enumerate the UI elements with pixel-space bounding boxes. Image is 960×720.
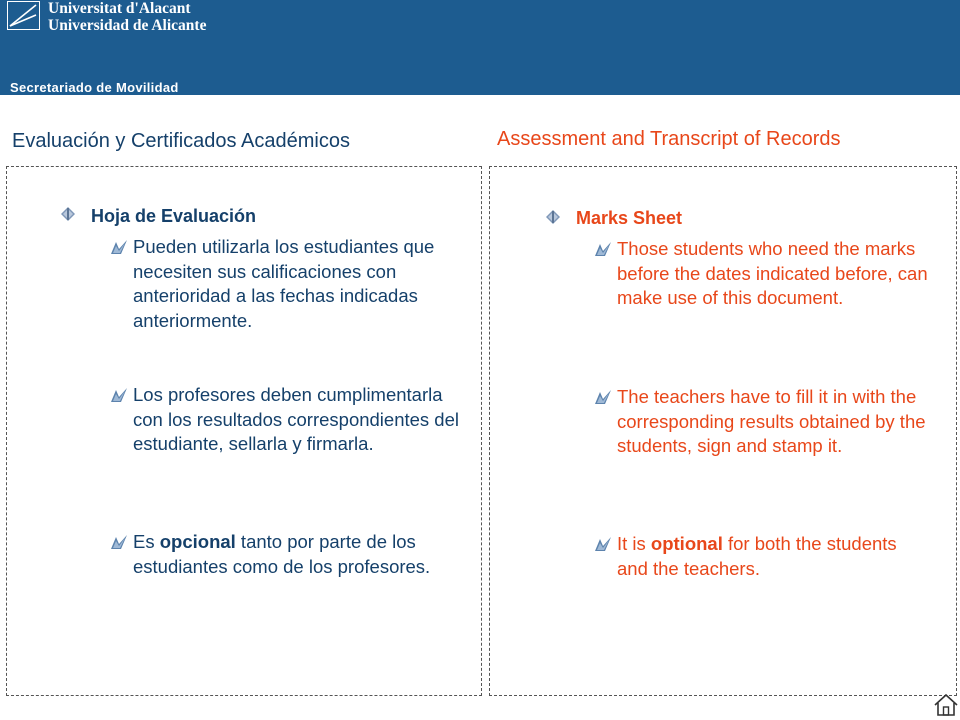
home-icon[interactable]	[933, 693, 959, 717]
spanish-point-1: Pueden utilizarla los estudiantes que necesiten sus calificaciones con anterioridad a las fechas indicadas anteriormente.	[133, 236, 435, 331]
arrow-bullet-icon	[111, 388, 128, 402]
spanish-point-3-emphasis: opcional	[159, 531, 236, 552]
spanish-point-2: Los profesores deben cumplimentarla con los resultados correspondientes del estudiante, sellarla y firmarla.	[133, 384, 459, 454]
university-logo	[7, 1, 40, 30]
arrow-bullet-icon	[595, 537, 612, 551]
university-name-valencian: Universitat d'Alacant	[48, 0, 191, 17]
logo-mark-icon	[8, 2, 38, 28]
spanish-column-title: Evaluación y Certificados Académicos	[12, 130, 350, 152]
university-header	[0, 0, 960, 95]
university-name	[48, 0, 206, 34]
english-point-3-emphasis: optional	[650, 533, 723, 554]
arrow-bullet-icon	[111, 535, 128, 549]
english-heading: Marks Sheet	[576, 208, 683, 228]
spanish-point-3	[133, 530, 463, 579]
english-point-3	[617, 532, 917, 581]
diamond-bullet-icon	[61, 207, 75, 221]
spanish-heading: Hoja de Evaluación	[91, 206, 257, 226]
english-column-title: Assessment and Transcript of Records	[497, 128, 841, 150]
arrow-bullet-icon	[111, 240, 128, 254]
diamond-bullet-icon	[546, 210, 560, 224]
spanish-point-3-start: Es	[133, 531, 160, 552]
arrow-bullet-icon	[595, 390, 612, 404]
english-point-1: Those students who need the marks before the dates indicated before, can make use of this document.	[617, 238, 928, 308]
arrow-bullet-icon	[595, 242, 612, 256]
english-point-3-end: for both the students and the teachers.	[617, 533, 897, 579]
department-name: Secretariado de Movilidad	[10, 80, 179, 95]
spanish-point-3-end: tanto por parte de los estudiantes como de los profesores.	[133, 531, 431, 577]
english-point-3-start: It is	[617, 533, 651, 554]
university-name-spanish: Universidad de Alicante	[48, 17, 207, 34]
english-point-2: The teachers have to fill it in with the corresponding results obtained by the students, sign and stamp it.	[617, 386, 926, 456]
